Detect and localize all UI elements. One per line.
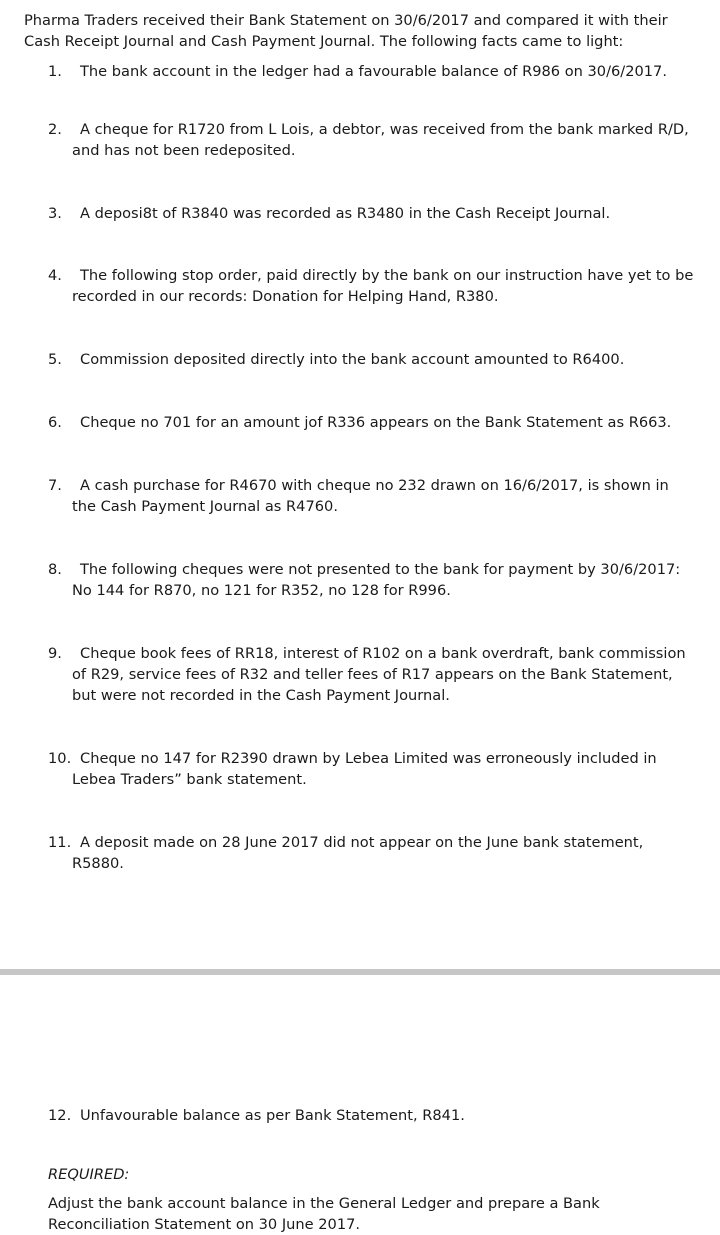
item-text: A cheque for R1720 from L Lois, a debtor, was received from the bank marked R/D, and has not been redeposited. [72, 121, 689, 159]
item-text: The bank account in the ledger had a favourable balance of R986 on 30/6/2017. [80, 63, 667, 80]
item-text: The following cheques were not presented to the bank for payment by 30/6/2017: No 144 for R870, no 121 for R352, no 128 for R996. [72, 561, 681, 599]
page-divider [0, 969, 720, 975]
required-label: REQUIRED: [48, 1166, 130, 1183]
intro-paragraph: Pharma Traders received their Bank Statement on 30/6/2017 and compared it with their Cash Receipt Journal and Cash Payment Journal. The following facts came to light: [24, 12, 668, 50]
list-item [48, 265, 696, 307]
item-number: 6. [48, 414, 62, 431]
item-text: A cash purchase for R4670 with cheque no 232 drawn on 16/6/2017, is shown in the Cash Payment Journal as R4760. [72, 477, 669, 515]
item-number: 4. [48, 267, 62, 284]
list-item [48, 61, 696, 82]
item-number: 11. [48, 834, 72, 851]
item-text: Unfavourable balance as per Bank Statement, R841. [80, 1107, 465, 1124]
item-text: A deposi8t of R3840 was recorded as R3480 in the Cash Receipt Journal. [80, 205, 611, 222]
item-number: 10. [48, 750, 72, 767]
item-text: A deposit made on 28 June 2017 did not appear on the June bank statement, R5880. [72, 834, 644, 872]
list-item [48, 748, 696, 790]
item-number: 2. [48, 121, 62, 138]
item-number: 7. [48, 477, 62, 494]
item-text: The following stop order, paid directly by the bank on our instruction have yet to be recorded in our records: Donation for Helping Hand, R380. [72, 267, 694, 305]
item-number: 1. [48, 63, 62, 80]
item-text: Cheque no 701 for an amount jof R336 appears on the Bank Statement as R663. [80, 414, 672, 431]
list-item [48, 559, 696, 601]
list-item [48, 349, 696, 370]
list-item [48, 119, 696, 161]
list-item [48, 832, 696, 874]
item-text: Cheque book fees of RR18, interest of R102 on a bank overdraft, bank commission of R29, service fees of R32 and teller fees of R17 appears on the Bank Statement, but were not recorded in the Cash Payment Journal. [72, 645, 686, 704]
item-number: 8. [48, 561, 62, 578]
item-number: 5. [48, 351, 62, 368]
list-item [48, 475, 696, 517]
item-number: 12. [48, 1107, 72, 1124]
list-item [48, 643, 696, 706]
item-number: 3. [48, 205, 62, 222]
item-text: Commission deposited directly into the bank account amounted to R6400. [80, 351, 625, 368]
required-text: Adjust the bank account balance in the General Ledger and prepare a Bank Reconciliation Statement on 30 June 2017. [48, 1195, 600, 1233]
list-item [48, 1105, 696, 1126]
item-number: 9. [48, 645, 62, 662]
item-text: Cheque no 147 for R2390 drawn by Lebea Limited was erroneously included in Lebea Traders” bank statement. [72, 750, 657, 788]
list-item [48, 203, 696, 224]
list-item [48, 412, 696, 433]
